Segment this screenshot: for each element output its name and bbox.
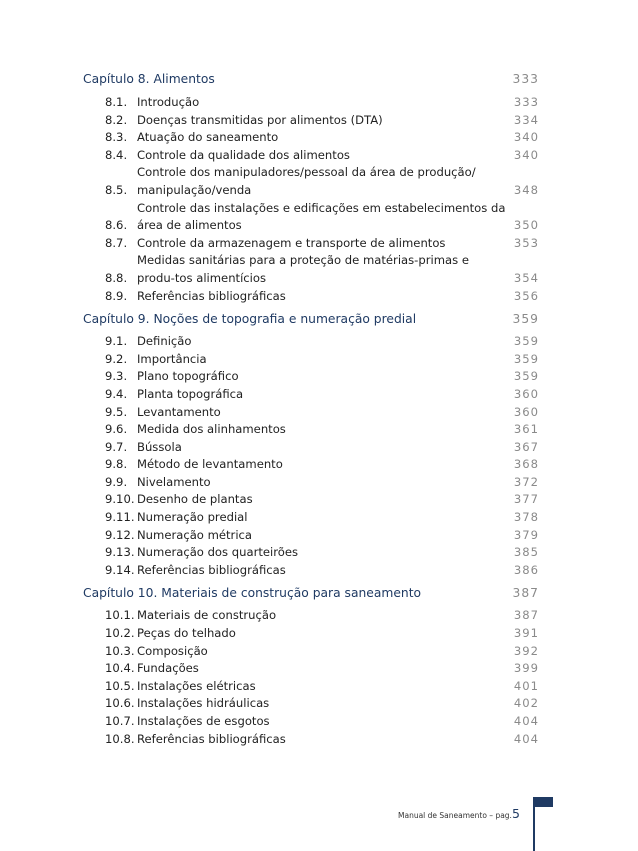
item-title: Planta topográfica — [137, 386, 244, 401]
toc-item[interactable] — [83, 94, 539, 112]
footer-accent-line — [533, 797, 535, 851]
item-number: 9.8. — [105, 457, 128, 472]
item-page: 378 — [513, 510, 539, 525]
item-title: Doenças transmitidas por alimentos (DTA) — [137, 112, 383, 127]
item-page: 391 — [513, 626, 539, 641]
item-page: 377 — [513, 492, 539, 507]
item-page: 379 — [513, 527, 539, 542]
item-number: 8.6. — [105, 218, 128, 233]
toc-item[interactable] — [83, 731, 539, 749]
toc-item[interactable] — [83, 386, 539, 404]
item-title: Materiais de construção — [137, 608, 277, 623]
item-title: Medida dos alinhamentos — [137, 422, 286, 437]
item-number: 9.2. — [105, 351, 128, 366]
toc-item[interactable] — [83, 643, 539, 661]
item-page: 392 — [513, 643, 539, 658]
item-title: Nivelamento — [137, 474, 211, 489]
toc-item[interactable] — [83, 474, 539, 492]
chapter-title: Capítulo 9. Noções de topografia e numeração predial — [83, 312, 417, 327]
item-number: 10.6. — [105, 696, 135, 711]
item-page: 359 — [513, 369, 539, 384]
footer-accent-bar — [533, 797, 553, 807]
item-number: 10.4. — [105, 661, 135, 676]
item-page: 399 — [513, 661, 539, 676]
toc-item[interactable] — [83, 252, 539, 287]
chapter-heading-8[interactable] — [83, 70, 539, 88]
item-title: Peças do telhado — [137, 626, 236, 641]
item-title: Medidas sanitárias para a proteção de matérias-primas e produ-tos alimentícios — [137, 253, 469, 285]
table-of-contents — [83, 70, 539, 748]
item-number: 10.7. — [105, 714, 135, 728]
item-page: 385 — [513, 545, 539, 560]
item-number: 10.8. — [105, 731, 135, 746]
item-number: 9.4. — [105, 386, 128, 401]
item-number: 8.9. — [105, 288, 128, 303]
chapter-heading-10[interactable] — [83, 584, 539, 602]
toc-item[interactable] — [83, 439, 539, 457]
toc-item[interactable] — [83, 351, 539, 369]
item-page: 360 — [513, 404, 539, 419]
item-number: 9.7. — [105, 439, 128, 454]
toc-item[interactable] — [83, 147, 539, 165]
item-page: 372 — [513, 474, 539, 489]
item-number: 9.12. — [105, 527, 135, 542]
toc-item[interactable] — [83, 129, 539, 147]
item-number: 9.13. — [105, 545, 135, 560]
item-number: 9.14. — [105, 562, 135, 577]
toc-item[interactable] — [83, 368, 539, 386]
toc-item[interactable] — [83, 678, 539, 696]
item-title: Introdução — [137, 95, 200, 109]
item-title: Numeração predial — [137, 510, 248, 525]
item-page: 404 — [513, 714, 539, 728]
item-page: 350 — [513, 218, 539, 233]
chapter-page: 387 — [512, 586, 539, 601]
item-page: 368 — [513, 457, 539, 472]
item-page: 340 — [513, 130, 539, 145]
item-page: 356 — [513, 288, 539, 303]
item-number: 9.3. — [105, 369, 128, 384]
item-page: 348 — [513, 182, 539, 197]
item-page: 333 — [513, 95, 539, 109]
chapter-heading-9[interactable] — [83, 310, 539, 328]
toc-item[interactable] — [83, 544, 539, 562]
item-title: Fundações — [137, 661, 199, 676]
toc-item[interactable] — [83, 509, 539, 527]
item-page: 404 — [513, 731, 539, 746]
item-page: 387 — [513, 608, 539, 623]
item-page: 401 — [513, 678, 539, 693]
item-title: Importância — [137, 351, 207, 366]
item-number: 9.6. — [105, 422, 128, 437]
item-title: Instalações de esgotos — [137, 714, 270, 728]
item-page: 359 — [513, 334, 539, 349]
toc-item[interactable] — [83, 112, 539, 130]
item-number: 8.5. — [105, 182, 128, 197]
toc-item[interactable] — [83, 333, 539, 351]
item-number: 10.1. — [105, 608, 135, 623]
item-title: Instalações hidráulicas — [137, 696, 270, 711]
toc-item[interactable] — [83, 527, 539, 545]
chapter-page: 333 — [512, 72, 539, 86]
item-page: 402 — [513, 696, 539, 711]
page-number: 5 — [512, 806, 520, 821]
item-number: 9.10. — [105, 492, 135, 507]
chapter-title: Capítulo 8. Alimentos — [83, 72, 215, 86]
toc-item[interactable] — [83, 660, 539, 678]
item-number: 8.2. — [105, 112, 128, 127]
item-title: Controle da armazenagem e transporte de alimentos — [137, 235, 446, 250]
item-number: 10.3. — [105, 643, 135, 658]
toc-item[interactable] — [83, 235, 539, 253]
item-title: Método de levantamento — [137, 457, 283, 472]
item-page: 386 — [513, 562, 539, 577]
item-title: Numeração métrica — [137, 527, 253, 542]
chapter-page: 359 — [512, 312, 539, 327]
footer-manual-label: Manual de Saneamento – pag. — [398, 811, 512, 820]
item-title: Referências bibliográficas — [137, 731, 286, 746]
item-number: 9.11. — [105, 510, 135, 525]
item-page: 353 — [513, 235, 539, 250]
item-title: Definição — [137, 334, 192, 349]
item-title: Desenho de plantas — [137, 492, 253, 507]
item-title: Controle das instalações e edificações em estabelecimentos da área de alimentos — [137, 200, 506, 233]
item-number: 8.3. — [105, 130, 128, 145]
item-page: 367 — [513, 439, 539, 454]
item-page: 354 — [513, 270, 539, 285]
item-number: 8.4. — [105, 147, 128, 162]
item-page: 334 — [513, 112, 539, 127]
item-title: Referências bibliográficas — [137, 562, 286, 577]
item-title: Bússola — [137, 439, 182, 454]
item-number: 9.9. — [105, 474, 128, 489]
item-title: Atuação do saneamento — [137, 130, 279, 145]
toc-item[interactable] — [83, 695, 539, 713]
item-title: Instalações elétricas — [137, 678, 256, 693]
toc-item[interactable] — [83, 200, 539, 235]
toc-item[interactable] — [83, 404, 539, 422]
toc-item[interactable] — [83, 491, 539, 509]
item-number: 8.1. — [105, 95, 128, 109]
item-title: Plano topográfico — [137, 369, 239, 384]
item-page: 360 — [513, 386, 539, 401]
item-number: 8.8. — [105, 270, 128, 285]
item-page: 340 — [513, 147, 539, 162]
item-title: Numeração dos quarteirões — [137, 545, 299, 560]
toc-item[interactable] — [83, 456, 539, 474]
item-title: Referências bibliográficas — [137, 288, 286, 303]
toc-item[interactable] — [83, 713, 539, 731]
toc-item[interactable] — [83, 288, 539, 306]
toc-item[interactable] — [83, 607, 539, 625]
toc-item[interactable] — [83, 625, 539, 643]
item-title: Controle da qualidade dos alimentos — [137, 147, 350, 162]
toc-item[interactable] — [83, 421, 539, 439]
item-title: Composição — [137, 643, 208, 658]
item-number: 8.7. — [105, 235, 128, 250]
item-number: 9.1. — [105, 334, 128, 349]
chapter-title: Capítulo 10. Materiais de construção para saneamento — [83, 586, 422, 601]
item-page: 361 — [513, 422, 539, 437]
item-number: 10.5. — [105, 678, 135, 693]
item-title: Controle dos manipuladores/pessoal da área de produção/ manipulação/venda — [137, 165, 476, 197]
toc-item[interactable] — [83, 164, 539, 199]
toc-item[interactable] — [83, 562, 539, 580]
item-number: 10.2. — [105, 626, 135, 641]
item-title: Levantamento — [137, 404, 221, 419]
item-page: 359 — [513, 351, 539, 366]
item-number: 9.5. — [105, 404, 128, 419]
